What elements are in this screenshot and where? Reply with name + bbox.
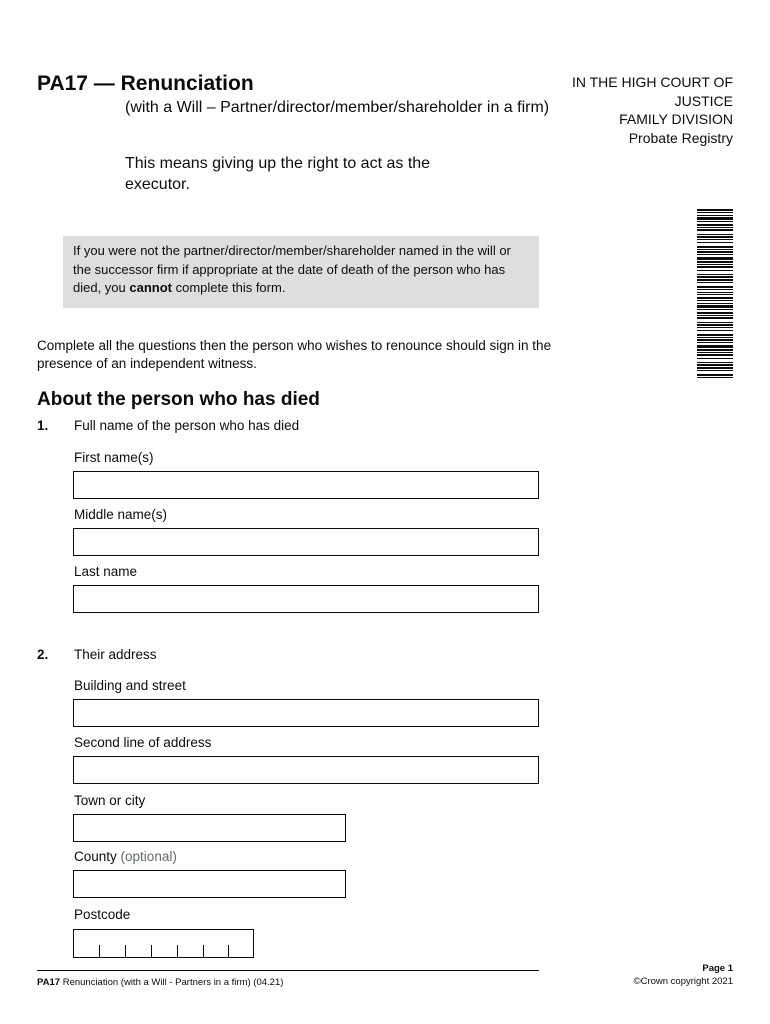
county-field[interactable] xyxy=(73,870,346,898)
postcode-divider xyxy=(203,945,204,957)
footer-page-info xyxy=(634,962,733,988)
warning-text: If you were not the partner/director/member/shareholder named in the will or the successor firm if appropriate at the date of death of the person who has died, you xyxy=(73,243,511,295)
warning-emphasis: cannot xyxy=(129,280,172,295)
court-line: JUSTICE xyxy=(674,92,733,109)
building-street-field[interactable] xyxy=(73,699,539,727)
copyright: ©Crown copyright 2021 xyxy=(633,976,733,987)
instructions: Complete all the questions then the person who wishes to renounce should sign in the presence of an independent witness. xyxy=(37,338,552,371)
postcode-divider xyxy=(151,945,152,957)
town-city-field[interactable] xyxy=(73,814,346,842)
question-number-2: 2. xyxy=(37,647,49,662)
question-text-2: Their address xyxy=(74,647,157,662)
court-line: FAMILY DIVISION xyxy=(619,111,733,127)
warning-box xyxy=(63,236,539,308)
footer-form-code: PA17 xyxy=(37,977,61,988)
town-city-label: Town or city xyxy=(74,793,146,808)
question-number-1: 1. xyxy=(37,418,49,433)
postcode-divider xyxy=(177,945,178,957)
last-name-field[interactable] xyxy=(73,585,539,613)
footer-divider xyxy=(37,970,539,971)
court-line: IN THE HIGH COURT OF xyxy=(571,74,733,90)
middle-name-label: Middle name(s) xyxy=(74,507,168,522)
form-intro: This means giving up the right to act as the executor. xyxy=(125,155,431,193)
postcode-divider xyxy=(125,945,126,957)
building-street-label: Building and street xyxy=(74,678,186,693)
postcode-label: Postcode xyxy=(74,907,131,922)
warning-text-end: complete this form. xyxy=(172,280,286,295)
court-heading xyxy=(572,73,733,147)
postcode-divider xyxy=(99,945,100,957)
postcode-divider xyxy=(228,945,229,957)
county-label-text: County xyxy=(74,849,117,864)
court-line: Probate Registry xyxy=(628,129,733,146)
barcode xyxy=(697,209,733,379)
page-number: Page 1 xyxy=(702,963,733,974)
optional-hint: (optional) xyxy=(120,849,177,864)
postcode-field[interactable] xyxy=(73,929,254,958)
question-text-1: Full name of the person who has died xyxy=(74,418,300,433)
second-line-label: Second line of address xyxy=(74,735,212,750)
footer-form-reference xyxy=(37,977,283,988)
middle-name-field[interactable] xyxy=(73,528,539,556)
last-name-label: Last name xyxy=(74,564,138,579)
form-subtitle: (with a Will – Partner/director/member/shareholder in a firm) xyxy=(125,99,550,116)
form-title: PA17 — Renunciation xyxy=(37,72,254,95)
footer-form-title: Renunciation (with a Will - Partners in a firm) (04.21) xyxy=(60,977,284,988)
first-name-label: First name(s) xyxy=(74,450,154,465)
county-label xyxy=(74,849,177,864)
first-name-field[interactable] xyxy=(73,471,539,499)
second-line-field[interactable] xyxy=(73,756,539,784)
section-heading: About the person who has died xyxy=(37,389,320,410)
